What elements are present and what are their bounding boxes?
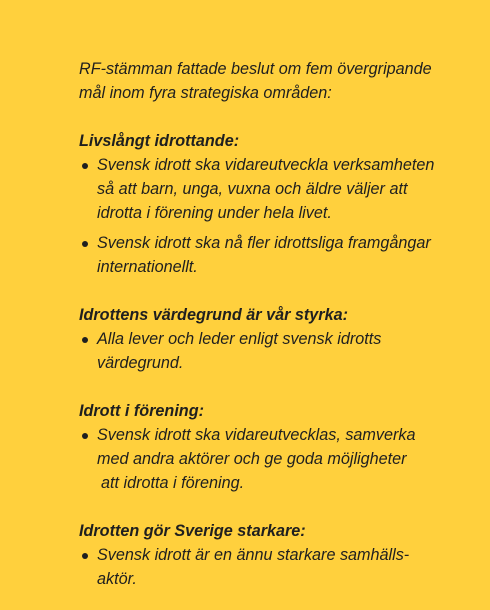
bullet-line: aktör. (97, 570, 137, 588)
bullet-line: Svensk idrott är en ännu starkare samhälls- (97, 546, 410, 564)
section-stronger-sweden (79, 519, 469, 591)
list-item (79, 543, 469, 591)
bullet-line: Svensk idrott ska vidareutvecklas, samverka (97, 426, 416, 444)
bullet-line: att idrotta i förening. (101, 474, 245, 492)
list-item (79, 153, 469, 225)
bullet-line: värdegrund. (97, 354, 184, 372)
section-core-values (79, 303, 469, 375)
bullet-list (79, 423, 469, 495)
list-item (79, 231, 469, 279)
intro-line: mål inom fyra strategiska områden: (79, 84, 332, 102)
list-item (79, 327, 469, 375)
section-club-sport (79, 399, 469, 495)
bullet-icon (82, 241, 88, 247)
section-lifelong-sport (79, 129, 469, 279)
bullet-icon (82, 433, 88, 439)
bullet-line: så att barn, unga, vuxna och äldre väljer att (97, 180, 408, 198)
bullet-line: idrotta i förening under hela livet. (97, 204, 332, 222)
list-item (79, 423, 469, 495)
section-heading: Idrotten gör Sverige starkare: (79, 522, 306, 540)
bullet-line: Svensk idrott ska vidareutveckla verksamheten (97, 156, 435, 174)
bullet-line: internationellt. (97, 258, 198, 276)
bullet-icon (82, 337, 88, 343)
goals-text-panel (79, 57, 469, 591)
bullet-list (79, 327, 469, 375)
intro-line: RF-stämman fattade beslut om fem övergripande (79, 60, 432, 78)
bullet-list (79, 153, 469, 279)
bullet-list (79, 543, 469, 591)
bullet-icon (82, 553, 88, 559)
section-heading: Idrottens värdegrund är vår styrka: (79, 306, 348, 324)
section-heading: Idrott i förening: (79, 402, 204, 420)
bullet-line: Alla lever och leder enligt svensk idrotts (97, 330, 382, 348)
intro-paragraph (79, 57, 469, 105)
bullet-line: med andra aktörer och ge goda möjligheter (97, 450, 407, 468)
section-heading: Livslångt idrottande: (79, 132, 240, 150)
bullet-icon (82, 163, 88, 169)
bullet-line: Svensk idrott ska nå fler idrottsliga framgångar (97, 234, 431, 252)
